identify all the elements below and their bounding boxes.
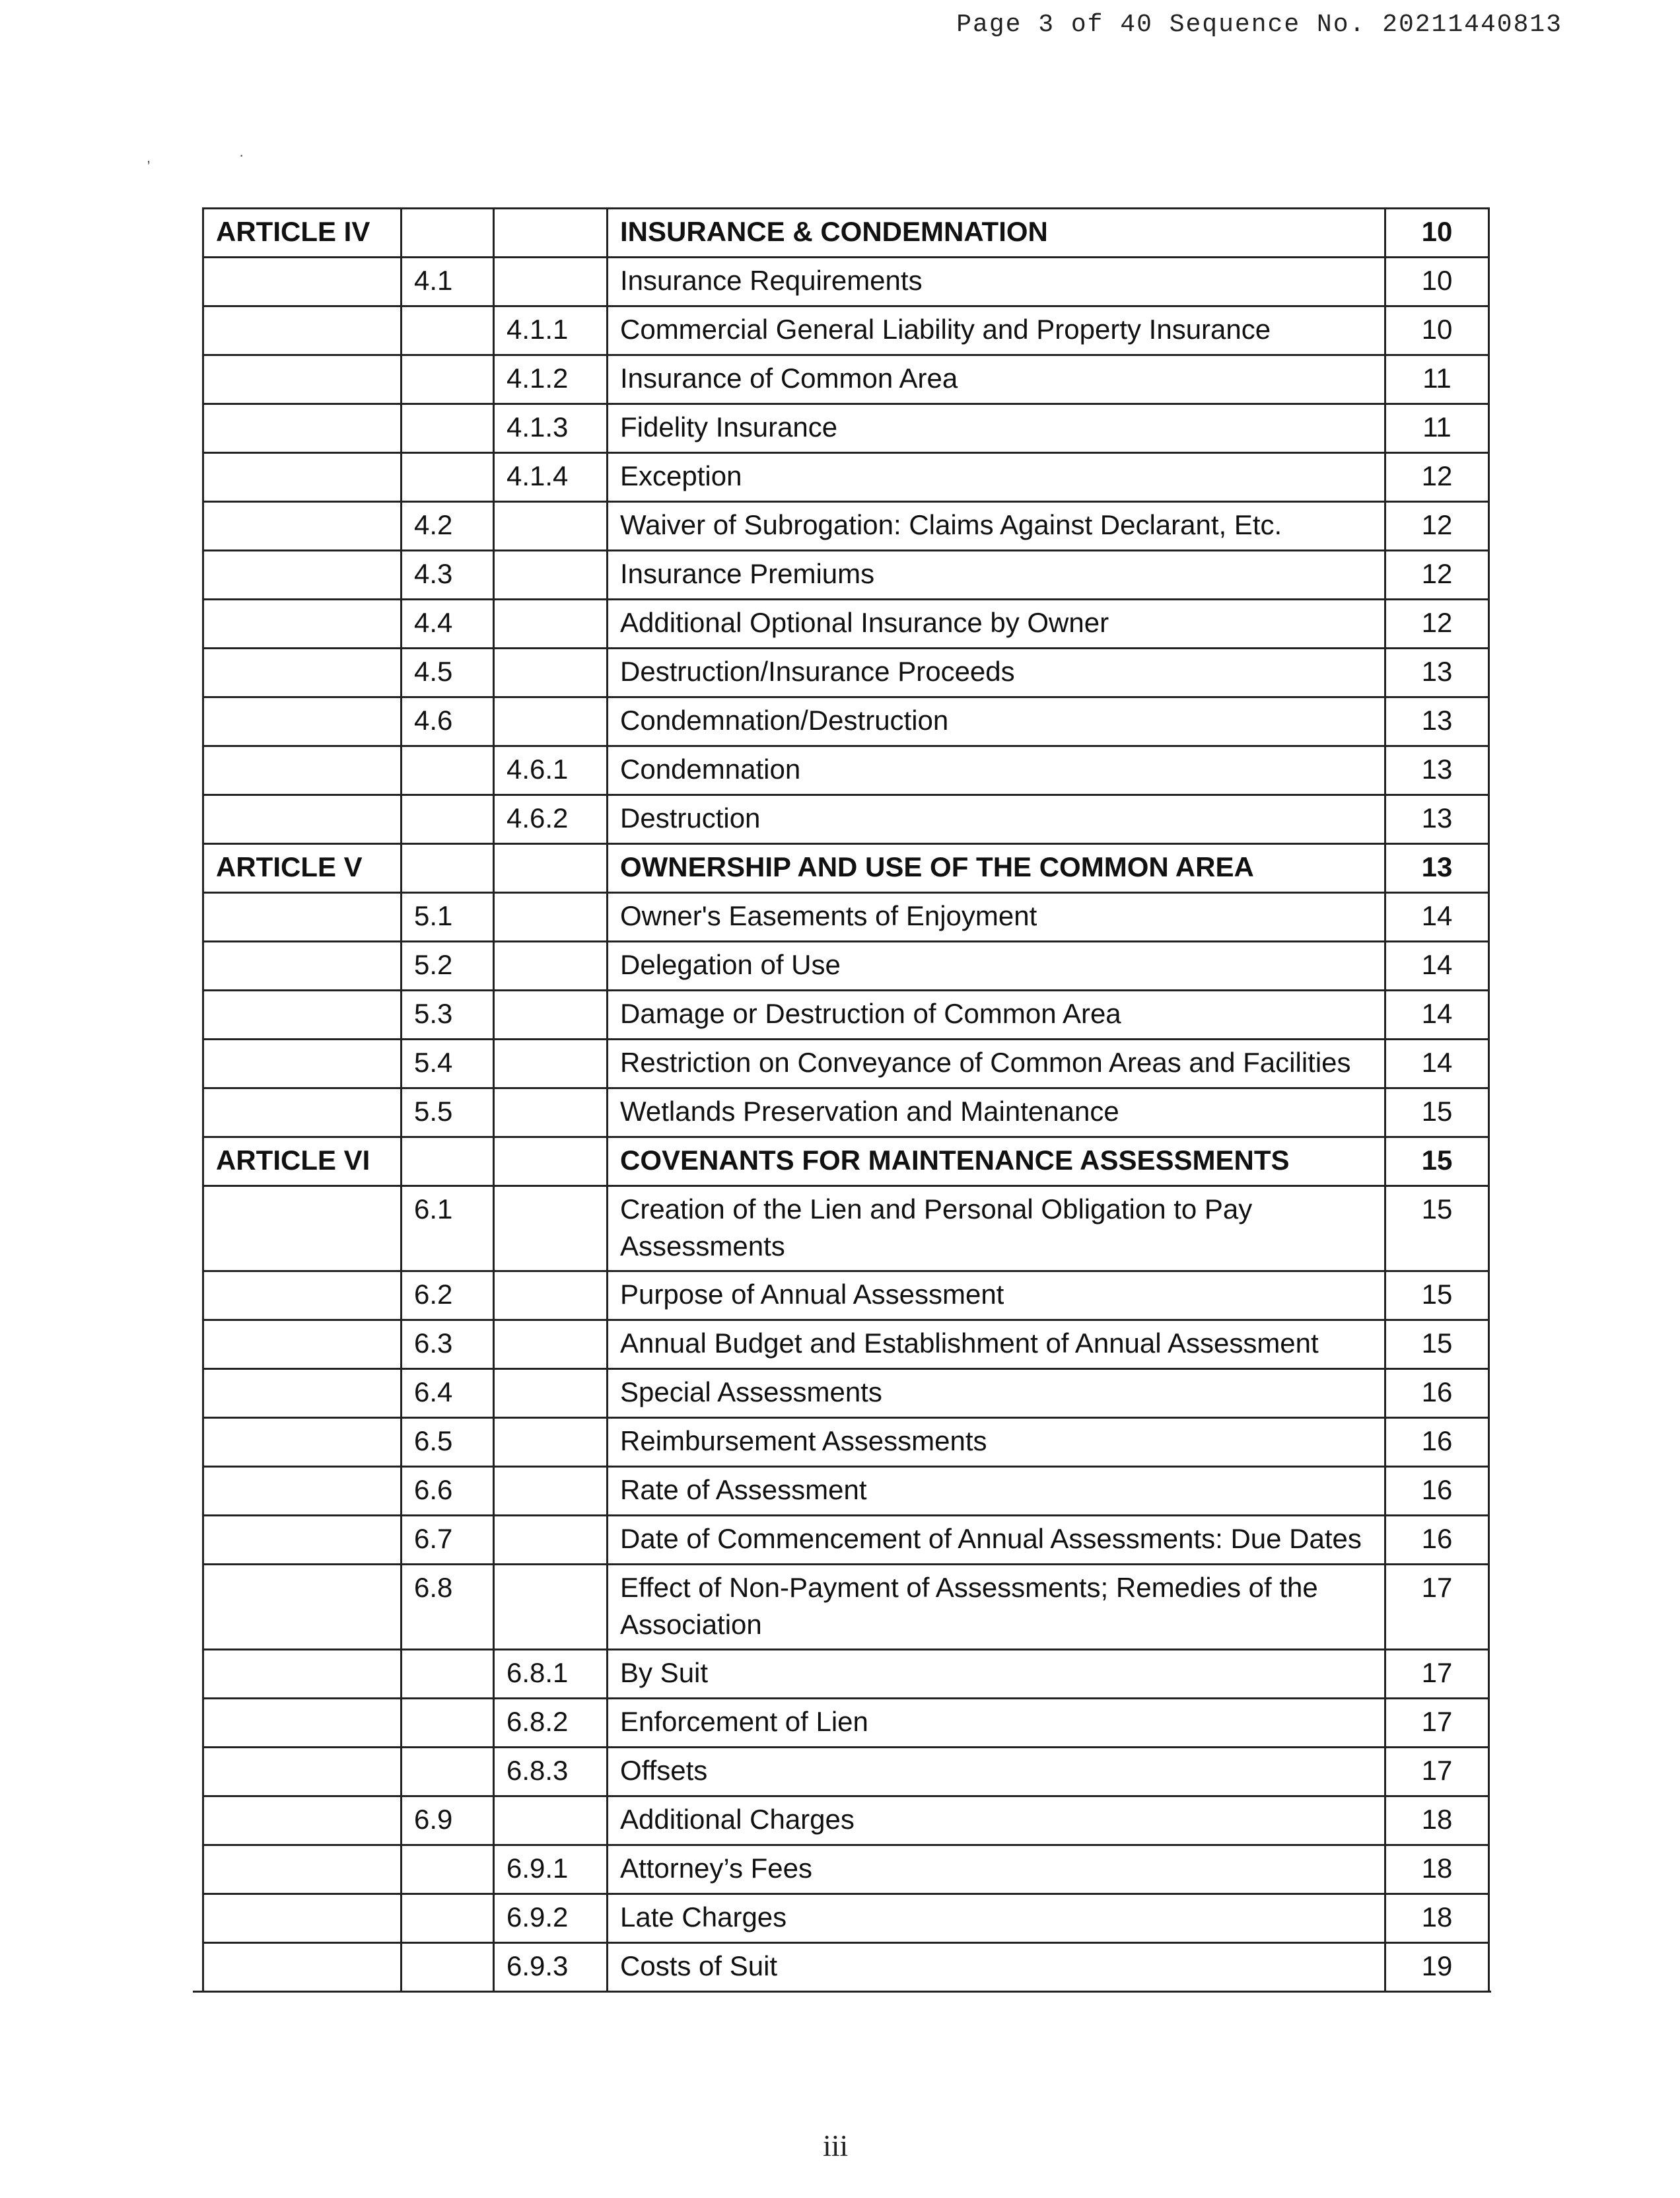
toc-row [202, 989, 1490, 1038]
toc-row [202, 1514, 1490, 1563]
toc-page-cell: 13 [1384, 747, 1490, 794]
scan-mark: · [239, 147, 244, 163]
toc-subsection-cell [493, 649, 606, 696]
toc-article-cell [202, 698, 400, 745]
toc-row [202, 696, 1490, 745]
toc-page-cell: 12 [1384, 503, 1490, 550]
toc-section-cell: 6.5 [400, 1419, 493, 1466]
toc-title-cell: Special Assessments [606, 1370, 1384, 1417]
toc-subsection-cell [493, 991, 606, 1038]
toc-title-cell: Costs of Suit [606, 1944, 1384, 1991]
toc-row [202, 1648, 1490, 1697]
toc-page-cell: 16 [1384, 1516, 1490, 1563]
toc-page-cell: 14 [1384, 894, 1490, 940]
toc-title-cell: Insurance Premiums [606, 551, 1384, 598]
toc-article-cell: ARTICLE VI [202, 1138, 400, 1185]
toc-page-cell: 10 [1384, 258, 1490, 305]
toc-section-cell: 5.4 [400, 1040, 493, 1087]
toc-subsection-cell: 4.1.3 [493, 405, 606, 452]
toc-subsection-cell [493, 1797, 606, 1844]
toc-row [202, 452, 1490, 501]
toc-subsection-cell [493, 1187, 606, 1270]
toc-article-cell [202, 1650, 400, 1697]
toc-section-cell: 4.2 [400, 503, 493, 550]
toc-article-cell [202, 1370, 400, 1417]
toc-page-cell: 15 [1384, 1187, 1490, 1270]
toc-subsection-cell: 6.8.1 [493, 1650, 606, 1697]
toc-row [202, 305, 1490, 354]
toc-section-cell: 5.5 [400, 1089, 493, 1136]
toc-subsection-cell [493, 698, 606, 745]
table-bottom-rule [193, 1991, 1491, 1993]
toc-row [202, 1697, 1490, 1746]
toc-subsection-cell: 6.9.1 [493, 1846, 606, 1893]
toc-page-cell: 12 [1384, 454, 1490, 501]
toc-section-cell [400, 796, 493, 843]
toc-row [202, 1319, 1490, 1368]
toc-row [202, 1942, 1490, 1991]
toc-section-cell [400, 1138, 493, 1185]
page-header: Page 3 of 40 Sequence No. 20211440813 [956, 11, 1562, 39]
toc-article-cell [202, 1272, 400, 1319]
toc-page-cell: 15 [1384, 1272, 1490, 1319]
toc-article-cell [202, 551, 400, 598]
toc-article-cell [202, 1565, 400, 1648]
toc-page-cell: 16 [1384, 1419, 1490, 1466]
toc-article-cell [202, 1419, 400, 1466]
toc-title-cell: By Suit [606, 1650, 1384, 1697]
toc-section-cell [400, 1895, 493, 1942]
toc-article-cell [202, 1468, 400, 1514]
toc-page-cell: 19 [1384, 1944, 1490, 1991]
toc-page-cell: 17 [1384, 1565, 1490, 1648]
toc-subsection-cell [493, 1468, 606, 1514]
toc-section-cell [400, 747, 493, 794]
toc-article-cell [202, 307, 400, 354]
toc-article-row [202, 207, 1490, 256]
toc-section-cell: 6.2 [400, 1272, 493, 1319]
toc-title-cell: Additional Charges [606, 1797, 1384, 1844]
toc-section-cell: 6.6 [400, 1468, 493, 1514]
toc-page-cell: 11 [1384, 405, 1490, 452]
toc-page-cell: 17 [1384, 1748, 1490, 1795]
toc-title-cell: Late Charges [606, 1895, 1384, 1942]
toc-row [202, 1270, 1490, 1319]
toc-article-cell [202, 1040, 400, 1087]
toc-page-cell: 15 [1384, 1089, 1490, 1136]
toc-row [202, 940, 1490, 989]
toc-title-cell: Insurance of Common Area [606, 356, 1384, 403]
toc-article-cell [202, 503, 400, 550]
toc-article-row [202, 843, 1490, 892]
toc-section-cell: 6.9 [400, 1797, 493, 1844]
toc-section-cell: 5.2 [400, 942, 493, 989]
toc-article-cell [202, 1748, 400, 1795]
toc-subsection-cell [493, 600, 606, 647]
toc-section-cell [400, 405, 493, 452]
toc-subsection-cell [493, 1516, 606, 1563]
toc-subsection-cell [493, 209, 606, 256]
toc-page-cell: 13 [1384, 698, 1490, 745]
toc-title-cell: Attorney’s Fees [606, 1846, 1384, 1893]
toc-title-cell: Wetlands Preservation and Maintenance [606, 1089, 1384, 1136]
toc-subsection-cell [493, 845, 606, 892]
toc-page-cell: 11 [1384, 356, 1490, 403]
toc-title-cell: Reimbursement Assessments [606, 1419, 1384, 1466]
toc-page-cell: 10 [1384, 307, 1490, 354]
toc-title-cell: Additional Optional Insurance by Owner [606, 600, 1384, 647]
toc-page-cell: 15 [1384, 1138, 1490, 1185]
toc-title-cell: Offsets [606, 1748, 1384, 1795]
toc-article-cell [202, 894, 400, 940]
toc-row [202, 501, 1490, 550]
toc-row [202, 550, 1490, 598]
toc-section-cell: 6.8 [400, 1565, 493, 1648]
toc-section-cell: 4.4 [400, 600, 493, 647]
toc-section-cell [400, 1846, 493, 1893]
table-of-contents [202, 207, 1490, 1993]
toc-row [202, 745, 1490, 794]
toc-page-cell: 18 [1384, 1895, 1490, 1942]
toc-page-cell: 17 [1384, 1699, 1490, 1746]
toc-article-cell [202, 796, 400, 843]
toc-title-cell: INSURANCE & CONDEMNATION [606, 209, 1384, 256]
toc-article-cell [202, 747, 400, 794]
toc-row [202, 892, 1490, 940]
toc-subsection-cell [493, 1138, 606, 1185]
toc-section-cell: 4.3 [400, 551, 493, 598]
toc-subsection-cell [493, 942, 606, 989]
toc-subsection-cell [493, 1419, 606, 1466]
toc-title-cell: Exception [606, 454, 1384, 501]
toc-title-cell: Owner's Easements of Enjoyment [606, 894, 1384, 940]
toc-subsection-cell: 6.8.2 [493, 1699, 606, 1746]
toc-section-cell [400, 845, 493, 892]
toc-title-cell: Condemnation [606, 747, 1384, 794]
toc-row [202, 647, 1490, 696]
toc-section-cell: 6.1 [400, 1187, 493, 1270]
toc-page-cell: 18 [1384, 1846, 1490, 1893]
toc-article-cell [202, 258, 400, 305]
toc-page-cell: 17 [1384, 1650, 1490, 1697]
toc-title-cell: Restriction on Conveyance of Common Areas and Facilities [606, 1040, 1384, 1087]
toc-section-cell [400, 1699, 493, 1746]
toc-article-cell [202, 1089, 400, 1136]
toc-subsection-cell [493, 1565, 606, 1648]
toc-article-cell [202, 356, 400, 403]
toc-subsection-cell [493, 894, 606, 940]
toc-title-cell: OWNERSHIP AND USE OF THE COMMON AREA [606, 845, 1384, 892]
toc-subsection-cell [493, 1321, 606, 1368]
toc-title-cell: Purpose of Annual Assessment [606, 1272, 1384, 1319]
toc-title-cell: Destruction [606, 796, 1384, 843]
scan-mark: , [147, 149, 151, 166]
toc-page-cell: 13 [1384, 845, 1490, 892]
toc-subsection-cell: 6.9.3 [493, 1944, 606, 1991]
toc-row [202, 1466, 1490, 1514]
toc-title-cell: Insurance Requirements [606, 258, 1384, 305]
toc-article-cell [202, 454, 400, 501]
toc-subsection-cell: 4.1.4 [493, 454, 606, 501]
toc-title-cell: Condemnation/Destruction [606, 698, 1384, 745]
toc-article-cell [202, 1895, 400, 1942]
toc-page-cell: 13 [1384, 649, 1490, 696]
toc-page-cell: 12 [1384, 600, 1490, 647]
toc-article-cell: ARTICLE IV [202, 209, 400, 256]
toc-row [202, 403, 1490, 452]
toc-section-cell [400, 209, 493, 256]
toc-page-cell: 16 [1384, 1370, 1490, 1417]
toc-title-cell: Damage or Destruction of Common Area [606, 991, 1384, 1038]
toc-article-cell [202, 1321, 400, 1368]
page-number: iii [823, 2129, 849, 2162]
toc-page-cell: 14 [1384, 942, 1490, 989]
toc-article-cell: ARTICLE V [202, 845, 400, 892]
toc-title-cell: Destruction/Insurance Proceeds [606, 649, 1384, 696]
toc-article-cell [202, 942, 400, 989]
toc-article-cell [202, 1944, 400, 1991]
toc-title-cell: Enforcement of Lien [606, 1699, 1384, 1746]
toc-title-cell: Annual Budget and Establishment of Annual Assessment [606, 1321, 1384, 1368]
toc-row [202, 794, 1490, 843]
toc-row [202, 354, 1490, 403]
toc-row [202, 1746, 1490, 1795]
toc-row [202, 1417, 1490, 1466]
toc-row [202, 1038, 1490, 1087]
toc-subsection-cell [493, 1272, 606, 1319]
toc-page-cell: 15 [1384, 1321, 1490, 1368]
toc-title-cell: Commercial General Liability and Property Insurance [606, 307, 1384, 354]
toc-page-cell: 18 [1384, 1797, 1490, 1844]
toc-article-cell [202, 991, 400, 1038]
toc-subsection-cell [493, 551, 606, 598]
toc-section-cell [400, 307, 493, 354]
toc-article-cell [202, 1516, 400, 1563]
toc-page-cell: 12 [1384, 551, 1490, 598]
toc-section-cell: 6.7 [400, 1516, 493, 1563]
toc-subsection-cell: 4.6.2 [493, 796, 606, 843]
toc-article-cell [202, 1846, 400, 1893]
toc-page-cell: 14 [1384, 1040, 1490, 1087]
toc-title-cell: Date of Commencement of Annual Assessments: Due Dates [606, 1516, 1384, 1563]
toc-section-cell: 6.3 [400, 1321, 493, 1368]
toc-page-cell: 10 [1384, 209, 1490, 256]
toc-section-cell: 6.4 [400, 1370, 493, 1417]
toc-subsection-cell [493, 1089, 606, 1136]
toc-section-cell [400, 454, 493, 501]
toc-article-cell [202, 600, 400, 647]
toc-article-cell [202, 1187, 400, 1270]
toc-subsection-cell: 4.1.1 [493, 307, 606, 354]
toc-row [202, 256, 1490, 305]
toc-subsection-cell [493, 258, 606, 305]
toc-article-cell [202, 1797, 400, 1844]
toc-section-cell [400, 1944, 493, 1991]
toc-title-cell: Delegation of Use [606, 942, 1384, 989]
toc-title-cell: Fidelity Insurance [606, 405, 1384, 452]
toc-section-cell [400, 1748, 493, 1795]
toc-title-cell: Waiver of Subrogation: Claims Against Declarant, Etc. [606, 503, 1384, 550]
toc-row [202, 1563, 1490, 1648]
toc-article-row [202, 1136, 1490, 1185]
toc-article-cell [202, 405, 400, 452]
toc-title-cell: Creation of the Lien and Personal Obligation to Pay Assessments [606, 1187, 1384, 1270]
toc-title-cell: Rate of Assessment [606, 1468, 1384, 1514]
toc-row [202, 1844, 1490, 1893]
toc-section-cell [400, 1650, 493, 1697]
toc-page-cell: 13 [1384, 796, 1490, 843]
toc-title-cell: COVENANTS FOR MAINTENANCE ASSESSMENTS [606, 1138, 1384, 1185]
toc-subsection-cell [493, 503, 606, 550]
toc-subsection-cell [493, 1370, 606, 1417]
toc-subsection-cell: 4.1.2 [493, 356, 606, 403]
toc-page-cell: 16 [1384, 1468, 1490, 1514]
toc-section-cell: 5.3 [400, 991, 493, 1038]
toc-row [202, 1893, 1490, 1942]
toc-article-cell [202, 1699, 400, 1746]
toc-section-cell: 4.1 [400, 258, 493, 305]
toc-section-cell: 4.5 [400, 649, 493, 696]
toc-row [202, 1087, 1490, 1136]
toc-subsection-cell: 6.8.3 [493, 1748, 606, 1795]
toc-page-cell: 14 [1384, 991, 1490, 1038]
toc-subsection-cell [493, 1040, 606, 1087]
toc-article-cell [202, 649, 400, 696]
toc-row [202, 1185, 1490, 1270]
toc-row [202, 1368, 1490, 1417]
toc-title-cell: Effect of Non-Payment of Assessments; Remedies of the Association [606, 1565, 1384, 1648]
toc-subsection-cell: 4.6.1 [493, 747, 606, 794]
toc-section-cell [400, 356, 493, 403]
toc-subsection-cell: 6.9.2 [493, 1895, 606, 1942]
toc-section-cell: 5.1 [400, 894, 493, 940]
toc-section-cell: 4.6 [400, 698, 493, 745]
toc-row [202, 1795, 1490, 1844]
toc-row [202, 598, 1490, 647]
